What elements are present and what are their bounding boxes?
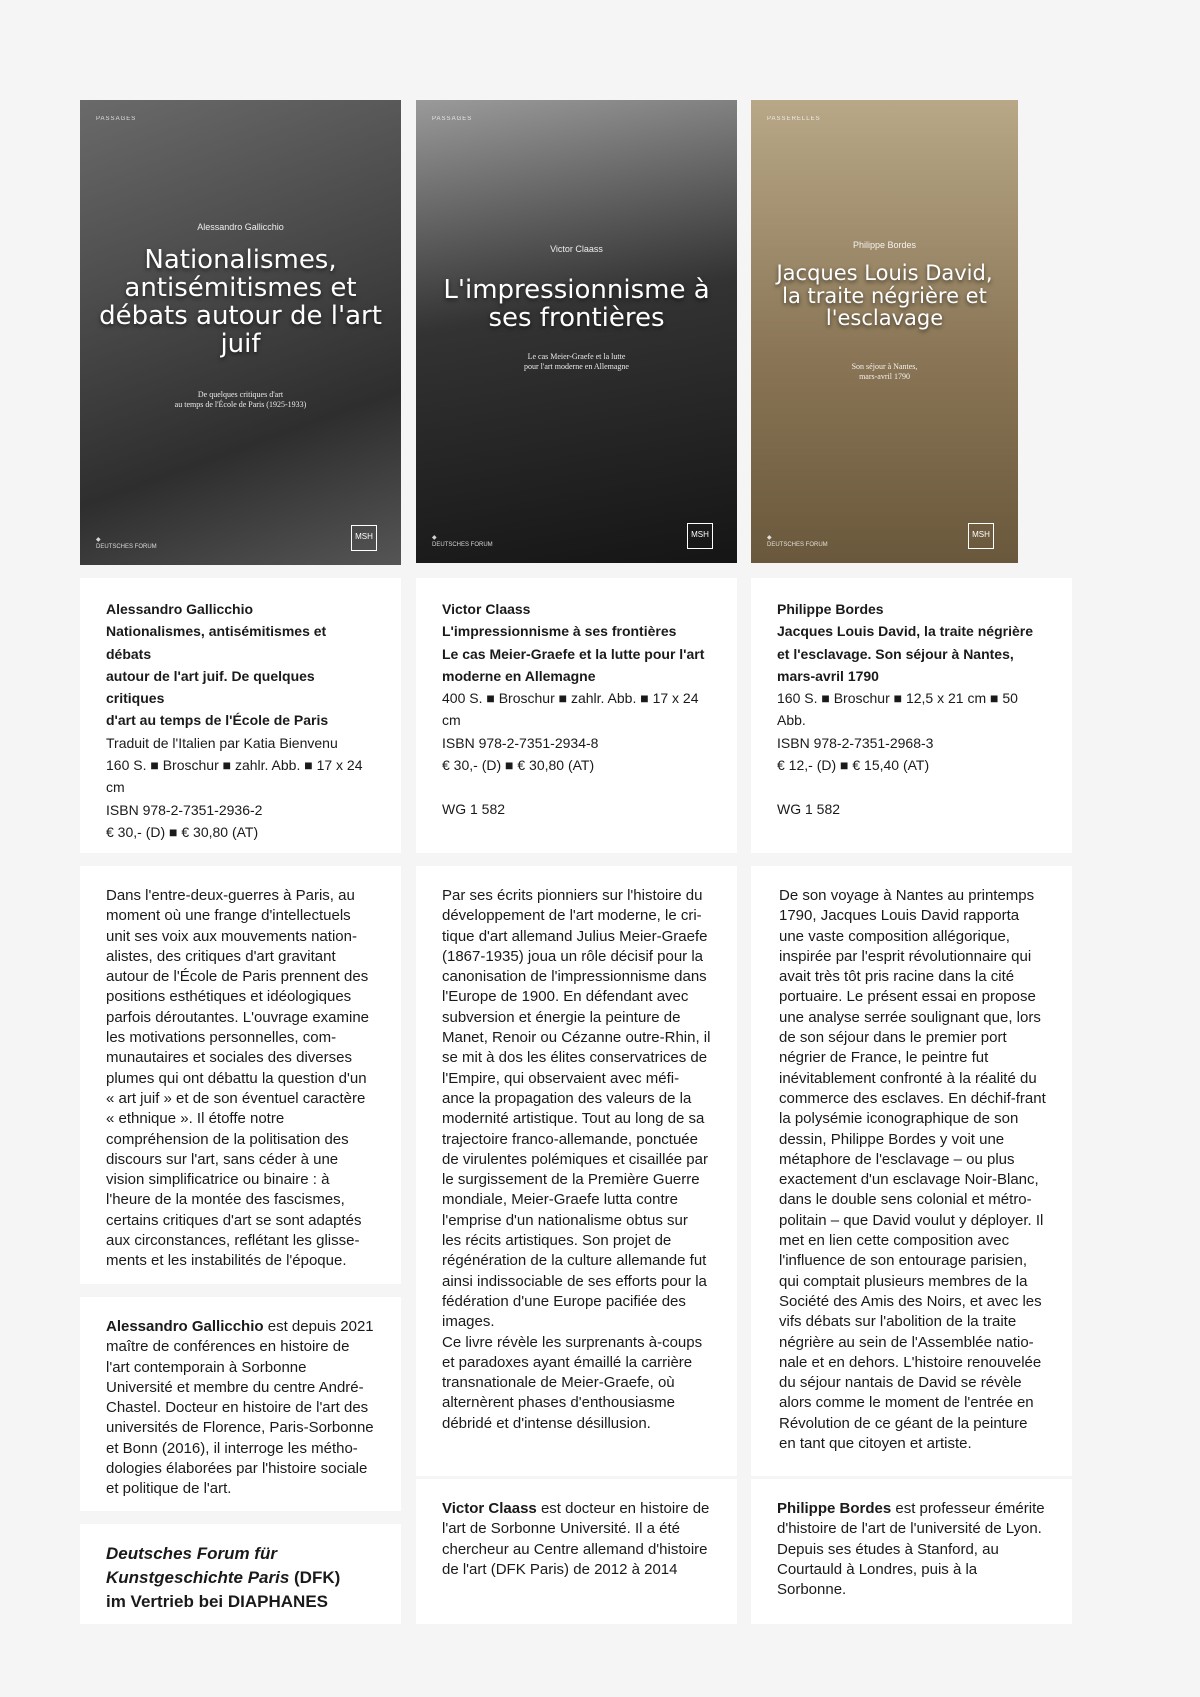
book-isbn: ISBN 978-2-7351-2968-3 xyxy=(777,734,934,751)
cover-title: Nationalismes, antisémitismes et débats autour de l'art juif xyxy=(99,245,382,360)
book-description-card-1 xyxy=(80,866,401,1284)
book-cover-1[interactable] xyxy=(80,100,401,565)
author-bio-card-2 xyxy=(416,1479,737,1624)
book-title-line: Jacques Louis David, la traite négrière xyxy=(777,623,1033,640)
book-description: De son voyage à Nantes au printemps 1790, Jacques Louis David rapporta une vaste composition allégorique, inspirée par l'esprit révolutionnaire qui avait très tôt pris racine dans la cité portuaire. Le présent essai en propose une analyse serrée soulignant que, lors de son séjour dans le premier port négrier de France, le peintre fut inévitablement confronté à la réalité du commerce des esclaves. En déchif-frant la polysémie iconographique de son dessin, Philippe Bordes y voit une métaphore de l'esclavage – ou plus exactement d'un esclavage Noir-Blanc, dans le double sens colonial et métro-politain – que David voulut y déployer. Il met en lien cette composition avec l'influence de son entourage parisien, qui comptait plusieurs membres de la Société des Amis des Noirs, et avec les vifs débats sur l'abolition de la traite négrière au sein de l'Assemblée natio-nale et en dehors. L'histoire renouvelée du séjour nantais de David se révèle alors comme le moment de l'entrée en Révolution de ce géant de la peinture en tant que citoyen et artiste. xyxy=(779,887,1046,1453)
bio-author-name: Alessandro Gallicchio xyxy=(106,1318,264,1335)
bio-text: est professeur émérite d'histoire de l'art de l'université de Lyon. Depuis ses études à Stanford, au Courtauld à Londres, puis à la Sorbonne. xyxy=(777,1500,1045,1599)
book-title-line: mars-avril 1790 xyxy=(777,667,879,684)
cover-series: PASSERELLES xyxy=(767,116,821,122)
book-title-line: et l'esclavage. Son séjour à Nantes, xyxy=(777,645,1014,662)
cover-title: L'impressionnisme à ses frontières xyxy=(443,275,710,334)
book-isbn: ISBN 978-2-7351-2934-8 xyxy=(442,734,599,751)
book-info-card-1 xyxy=(80,578,401,853)
book-author: Alessandro Gallicchio xyxy=(106,601,254,617)
book-description: Par ses écrits pionniers sur l'histoire du développement de l'art moderne, le cri-tique d'art allemand Julius Meier-Graefe (1867-1935) joua un rôle décisif pour la canonisation de l'impressionnisme dans l'Europe de 1900. En défendant avec subversion et énergie la peinture de Manet, Renoir ou Cézanne outre-Rhin, il se mit à dos les élites conservatrices de l'Empire, qui observaient avec méfi-ance la propagation des valeurs de la modernité artistique. Tout au long de sa trajectoire franco-allemande, ponctuée de virulentes polémiques et cisaillée par le surgissement de la Première Guerre mondiale, Meier-Graefe lutta contre l'emprise d'un nationalisme obtus sur les récits artistiques. Son projet de régénération de la culture allemande fut ainsi indissociable de ses efforts pour la fédération d'une Europe pacifiée des images. Ce livre révèle les surprenants à-coups et paradoxes ayant émaillé la carrière transnationale de Meier-Graefe, où alternèrent phases d'enthousiasme débridé et d'intense désillusion. xyxy=(442,887,711,1432)
publisher-distribution-card xyxy=(80,1524,401,1624)
book-info-card-2 xyxy=(416,578,737,853)
book-title-line: L'impressionnisme à ses frontières xyxy=(442,623,677,640)
cover-author: Alessandro Gallicchio xyxy=(197,222,284,232)
book-title-line: moderne en Allemagne xyxy=(442,667,596,684)
publisher-name: Deutsches Forum für Kunstgeschichte Paris xyxy=(106,1544,290,1587)
cover-author: Philippe Bordes xyxy=(852,240,917,250)
book-specs: 160 S. ■ Broschur ■ 12,5 x 21 cm ■ 50 Abb. xyxy=(777,690,1018,729)
book-info-card-3 xyxy=(751,578,1072,853)
book-title-line: Le cas Meier-Graefe et la lutte pour l'art xyxy=(442,645,705,662)
book-title-line: autour de l'art juif. De quelques critiques xyxy=(106,667,315,707)
book-cover-2[interactable] xyxy=(416,100,737,563)
cover-publisher-logo: ◆ DEUTSCHES FORUM xyxy=(96,536,157,550)
book-price: € 30,- (D) ■ € 30,80 (AT) xyxy=(106,823,259,840)
cover-publisher-logo: ◆ DEUTSCHES FORUM xyxy=(767,534,828,548)
book-author: Philippe Bordes xyxy=(777,601,884,617)
bio-text: est docteur en histoire de l'art de Sorbonne Université. Il a été chercheur au Centre allemand d'histoire de l'art (DFK Paris) de 2012 à 2014 xyxy=(442,1500,710,1578)
bio-author-name: Philippe Bordes xyxy=(777,1500,892,1517)
cover-subtitle: De quelques critiques d'art au temps de l'École de Paris (1925-1933) xyxy=(174,390,307,409)
book-specs: 400 S. ■ Broschur ■ zahlr. Abb. ■ 17 x 24 cm xyxy=(442,690,699,729)
cover-series: PASSAGES xyxy=(432,116,473,122)
cover-msh-logo: MSH xyxy=(351,525,377,551)
cover-msh-logo: MSH xyxy=(968,523,994,549)
cover-subtitle: Son séjour à Nantes, mars-avril 1790 xyxy=(851,362,918,381)
book-price: € 12,- (D) ■ € 15,40 (AT) xyxy=(777,757,930,774)
cover-title: Jacques Louis David, la traite négrière et l'esclavage xyxy=(776,261,993,331)
cover-msh-logo: MSH xyxy=(687,523,713,549)
book-specs: 160 S. ■ Broschur ■ zahlr. Abb. ■ 17 x 24 cm xyxy=(106,757,363,796)
publisher-abbr: (DFK) xyxy=(289,1568,341,1587)
author-bio-card-1 xyxy=(80,1297,401,1511)
book-title-line: d'art au temps de l'École de Paris xyxy=(106,712,329,729)
author-bio-card-3 xyxy=(751,1479,1072,1624)
cover-series: PASSAGES xyxy=(96,116,137,122)
cover-subtitle: Le cas Meier-Graefe et la lutte pour l'art moderne en Allemagne xyxy=(524,352,629,371)
book-translator: Traduit de l'Italien par Katia Bienvenu xyxy=(106,734,338,751)
book-wg: WG 1 582 xyxy=(442,801,506,818)
cover-publisher-logo: ◆ DEUTSCHES FORUM xyxy=(432,534,493,548)
book-price: € 30,- (D) ■ € 30,80 (AT) xyxy=(442,757,595,774)
book-description-card-3 xyxy=(751,866,1072,1476)
book-description-card-2 xyxy=(416,866,737,1476)
book-isbn: ISBN 978-2-7351-2936-2 xyxy=(106,801,263,818)
distributor-line: im Vertrieb bei DIAPHANES xyxy=(106,1592,329,1611)
book-description: Dans l'entre-deux-guerres à Paris, au moment où une frange d'intellectuels unit ses voix aux mouvements nation-alistes, des critiques d'art gravitant autour de l'École de Paris prennent des positions esthétiques et idéologiques parfois déroutantes. L'ouvrage examine les motivations personnelles, com-munautaires et sociales des diverses plumes qui ont débattu la question d'un « art juif » et de son éventuel caractère « ethnique ». Il étoffe notre compréhension de la politisation des discours sur l'art, sans céder à une vision simplificatrice ou binaire : à l'heure de la montée des fascismes, certains critiques d'art se sont adaptés aux circonstances, reflétant les glisse-ments et les instabilités de l'époque. xyxy=(106,887,370,1270)
bio-author-name: Victor Claass xyxy=(442,1500,537,1517)
book-wg: WG 1 582 xyxy=(777,801,841,818)
book-title-line: Nationalismes, antisémitismes et débats xyxy=(106,623,327,662)
book-cover-3[interactable] xyxy=(751,100,1018,563)
bio-text: est depuis 2021 maître de conférences en histoire de l'art contemporain à Sorbonne Université et membre du centre André-Chastel. Docteur en histoire de l'art des universités de Florence, Paris-Sorbonne et Bonn (2016), il interroge les métho-dologies élaborées par l'histoire sociale et politique de l'art. xyxy=(106,1318,374,1498)
book-author: Victor Claass xyxy=(442,601,531,617)
cover-author: Victor Claass xyxy=(550,244,603,254)
